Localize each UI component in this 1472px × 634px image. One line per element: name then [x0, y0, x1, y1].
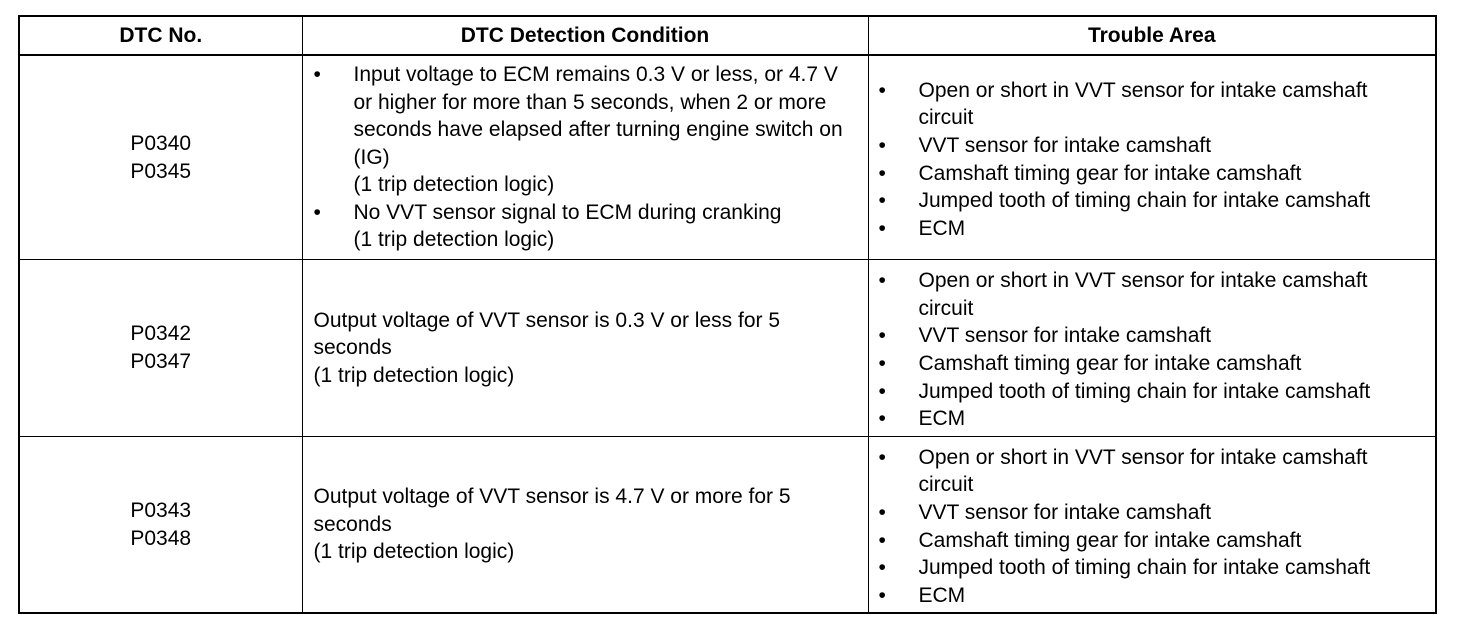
trouble-area-text: Camshaft timing gear for intake camshaft	[918, 161, 1302, 185]
list-item	[314, 61, 858, 199]
trouble-area-text: Jumped tooth of timing chain for intake camshaft	[918, 556, 1371, 580]
table-row	[19, 260, 1436, 437]
header-dtc-no: DTC No.	[19, 16, 302, 55]
list-item	[879, 77, 1428, 132]
condition-note: (1 trip detection logic)	[353, 173, 555, 197]
condition-text: Output voltage of VVT sensor is 4.7 V or more for 5 seconds	[313, 485, 791, 536]
trouble-area-text: ECM	[918, 407, 966, 431]
header-trouble-area: Trouble Area	[868, 16, 1436, 55]
bullet-icon: •	[878, 133, 886, 157]
detection-condition-cell	[302, 437, 868, 614]
condition-note: (1 trip detection logic)	[353, 228, 555, 252]
bullet-icon: •	[878, 161, 886, 185]
trouble-area-list	[879, 77, 1428, 243]
trouble-area-text: Open or short in VVT sensor for intake camshaft circuit	[918, 78, 1368, 130]
list-item	[879, 160, 1428, 188]
list-item	[879, 405, 1428, 433]
list-item	[879, 554, 1428, 582]
list-item	[879, 215, 1428, 243]
trouble-area-cell	[868, 55, 1436, 260]
trouble-area-text: Open or short in VVT sensor for intake camshaft circuit	[918, 269, 1368, 320]
bullet-icon: •	[313, 200, 321, 224]
bullet-icon: •	[878, 352, 886, 375]
list-item	[879, 499, 1428, 527]
trouble-area-cell	[868, 260, 1436, 437]
bullet-icon: •	[878, 583, 886, 607]
bullet-icon: •	[878, 78, 886, 102]
list-item	[879, 132, 1428, 160]
dtc-code: P0348	[130, 526, 192, 550]
dtc-code: P0343	[130, 498, 192, 522]
list-item	[879, 582, 1428, 610]
trouble-area-text: VVT sensor for intake camshaft	[918, 133, 1212, 157]
bullet-icon: •	[878, 556, 886, 580]
header-detection-condition: DTC Detection Condition	[302, 16, 868, 55]
trouble-area-cell	[868, 437, 1436, 614]
list-item	[879, 350, 1428, 378]
detection-condition-cell	[302, 260, 868, 437]
detection-condition-cell	[302, 55, 868, 260]
condition-note: (1 trip detection logic)	[313, 363, 515, 387]
condition-text: Input voltage to ECM remains 0.3 V or less, or 4.7 V or higher for more than 5 seconds, when 2 or more seconds have elapsed after turning engine switch on (IG)	[353, 62, 843, 169]
bullet-icon: •	[878, 445, 886, 469]
list-item	[879, 527, 1428, 555]
dtc-code: P0347	[130, 350, 192, 373]
header-row	[19, 16, 1436, 55]
list-item	[879, 378, 1428, 406]
condition-list	[314, 61, 858, 254]
list-item	[879, 322, 1428, 350]
bullet-icon: •	[878, 379, 886, 403]
dtc-codes-cell	[19, 55, 302, 260]
bullet-icon: •	[878, 407, 886, 431]
trouble-area-text: ECM	[918, 216, 966, 240]
list-item	[879, 187, 1428, 215]
list-item	[879, 444, 1428, 499]
bullet-icon: •	[878, 216, 886, 240]
dtc-code: P0345	[130, 159, 192, 183]
dtc-codes-cell	[19, 437, 302, 614]
table-row	[19, 55, 1436, 260]
trouble-area-text: Open or short in VVT sensor for intake camshaft circuit	[918, 445, 1368, 497]
table-row	[19, 437, 1436, 614]
dtc-codes-cell	[19, 260, 302, 437]
trouble-area-list	[879, 444, 1428, 610]
condition-text: Output voltage of VVT sensor is 0.3 V or less for 5 seconds	[313, 308, 781, 360]
bullet-icon: •	[878, 269, 886, 293]
bullet-icon: •	[878, 500, 886, 524]
dtc-table	[18, 15, 1437, 614]
trouble-area-text: Jumped tooth of timing chain for intake camshaft	[918, 379, 1371, 403]
dtc-code: P0342	[130, 322, 192, 346]
trouble-area-text: Camshaft timing gear for intake camshaft	[918, 352, 1302, 375]
trouble-area-text: Jumped tooth of timing chain for intake camshaft	[918, 189, 1371, 213]
trouble-area-text: VVT sensor for intake camshaft	[918, 500, 1212, 524]
trouble-area-text: VVT sensor for intake camshaft	[918, 324, 1212, 348]
trouble-area-text: ECM	[918, 583, 966, 607]
bullet-icon: •	[878, 528, 886, 552]
list-item	[879, 267, 1428, 322]
trouble-area-text: Camshaft timing gear for intake camshaft	[918, 528, 1302, 552]
trouble-area-list	[879, 267, 1428, 433]
list-item	[314, 199, 858, 254]
condition-text: No VVT sensor signal to ECM during cranking	[353, 200, 782, 224]
condition-note: (1 trip detection logic)	[313, 540, 515, 564]
dtc-code: P0340	[130, 131, 192, 155]
bullet-icon: •	[313, 62, 321, 86]
bullet-icon: •	[878, 189, 886, 213]
bullet-icon: •	[878, 324, 886, 348]
